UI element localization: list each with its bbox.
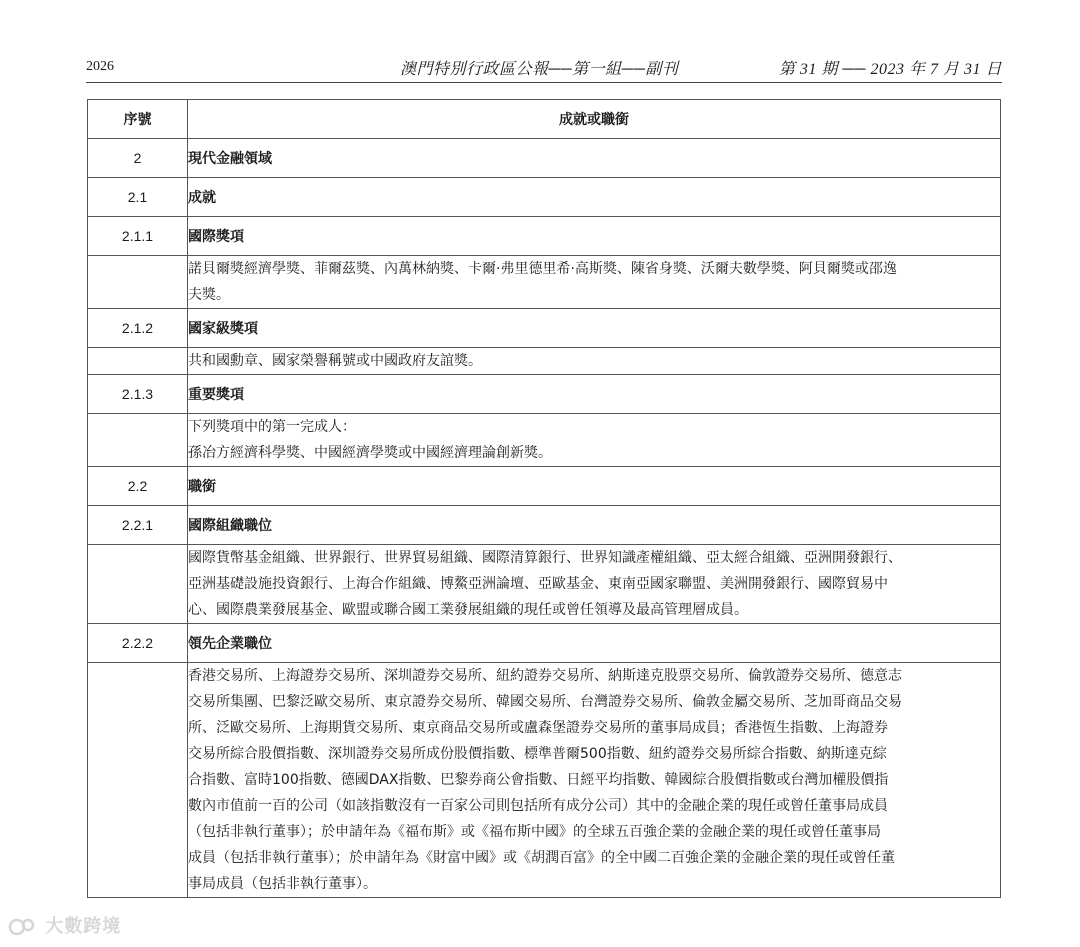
text-line: 交易所集團、巴黎泛歐交易所、東京證券交易所、韓國交易所、台灣證券交易所、倫敦金屬交易所、芝加哥商品交易: [188, 694, 902, 710]
row-number: 2: [88, 139, 188, 178]
row-number-empty: [88, 414, 188, 467]
row-description: [188, 663, 1001, 898]
row-title: 現代金融領域: [188, 139, 1001, 178]
row-number-empty: [88, 256, 188, 309]
table-row: [88, 467, 1001, 506]
text-line: 共和國勳章、國家榮譽稱號或中國政府友誼獎。: [188, 353, 482, 369]
row-number-empty: [88, 348, 188, 375]
qualification-table: [87, 99, 1001, 898]
text-line: 合指數、富時100指數、德國DAX指數、巴黎券商公會指數、日經平均指數、韓國綜合股價指數或台灣加權股價指: [188, 772, 889, 788]
table-row: [88, 375, 1001, 414]
page-number: 2026: [86, 59, 114, 74]
text-line: 夫獎。: [188, 287, 230, 303]
text-line: 下列獎項中的第一完成人：: [188, 419, 356, 435]
text-line: 國際貨幣基金組織、世界銀行、世界貿易組織、國際清算銀行、世界知識產權組織、亞太經合組織、亞洲開發銀行、: [188, 550, 902, 566]
text-line: 所、泛歐交易所、上海期貨交易所、東京商品交易所或盧森堡證券交易所的董事局成員；香港恆生指數、上海證券: [188, 720, 888, 736]
row-title: 重要獎項: [188, 375, 1001, 414]
table-row: [88, 506, 1001, 545]
row-number: 2.2.1: [88, 506, 188, 545]
text-line: （包括非執行董事）；於申請年為《福布斯》或《福布斯中國》的全球五百強企業的金融企業的現任或曾任董事局: [188, 824, 881, 840]
table-row-body: [88, 348, 1001, 375]
text-line: 香港交易所、上海證券交易所、深圳證券交易所、紐約證券交易所、納斯達克股票交易所、倫敦證券交易所、德意志: [188, 668, 902, 684]
row-title: 成就: [188, 178, 1001, 217]
page-header: [86, 56, 1002, 83]
table-row: [88, 624, 1001, 663]
row-title: 國際獎項: [188, 217, 1001, 256]
row-number: 2.2.2: [88, 624, 188, 663]
text-line: 數內市值前一百的公司（如該指數沒有一百家公司則包括所有成分公司）其中的金融企業的現任或曾任董事局成員: [188, 798, 888, 814]
watermark-logo-icon: [8, 916, 38, 938]
row-title: 國際組織職位: [188, 506, 1001, 545]
row-description: [188, 414, 1001, 467]
row-title: 職銜: [188, 467, 1001, 506]
text-line: 孫冶方經濟科學獎、中國經濟學獎或中國經濟理論創新獎。: [188, 445, 552, 461]
table-row: [88, 178, 1001, 217]
row-description: [188, 348, 1001, 375]
row-number: 2.1.3: [88, 375, 188, 414]
row-title: 領先企業職位: [188, 624, 1001, 663]
text-line: 心、國際農業發展基金、歐盟或聯合國工業發展組織的現任或曾任領導及最高管理層成員。: [188, 602, 748, 618]
text-line: 事局成員（包括非執行董事）。: [188, 876, 377, 892]
issue-date: 第 31 期 ── 2023 年 7 月 31 日: [778, 61, 1002, 78]
publication-title: 澳門特別行政區公報──第一組──副刊: [400, 61, 679, 78]
row-description: [188, 545, 1001, 624]
text-line: 交易所綜合股價指數、深圳證券交易所成份股價指數、標準普爾500指數、紐約證券交易所綜合指數、納斯達克綜: [188, 746, 887, 762]
column-header-title: 成就或職銜: [188, 100, 1001, 139]
watermark: [8, 912, 121, 938]
table-header-row: [88, 100, 1001, 139]
row-number-empty: [88, 663, 188, 898]
table-row: [88, 139, 1001, 178]
row-description: [188, 256, 1001, 309]
row-number: 2.1: [88, 178, 188, 217]
row-number: 2.2: [88, 467, 188, 506]
row-number: 2.1.2: [88, 309, 188, 348]
table-row: [88, 217, 1001, 256]
table-row: [88, 309, 1001, 348]
column-header-number: 序號: [88, 100, 188, 139]
text-line: 成員（包括非執行董事）；於申請年為《財富中國》或《胡潤百富》的全中國二百強企業的金融企業的現任或曾任董: [188, 850, 895, 866]
row-title: 國家級獎項: [188, 309, 1001, 348]
text-line: 亞洲基礎設施投資銀行、上海合作組織、博鰲亞洲論壇、亞歐基金、東南亞國家聯盟、美洲開發銀行、國際貿易中: [188, 576, 888, 592]
table-row-body: [88, 414, 1001, 467]
table-row-body: [88, 256, 1001, 309]
text-line: 諾貝爾獎經濟學獎、菲爾茲獎、內萬林納獎、卡爾·弗里德里希·高斯獎、陳省身獎、沃爾夫數學獎、阿貝爾獎或邵逸: [188, 261, 897, 277]
row-number: 2.1.1: [88, 217, 188, 256]
row-number-empty: [88, 545, 188, 624]
watermark-text: 大數跨境: [45, 916, 122, 937]
table-row-body: [88, 545, 1001, 624]
table-row-body: [88, 663, 1001, 898]
